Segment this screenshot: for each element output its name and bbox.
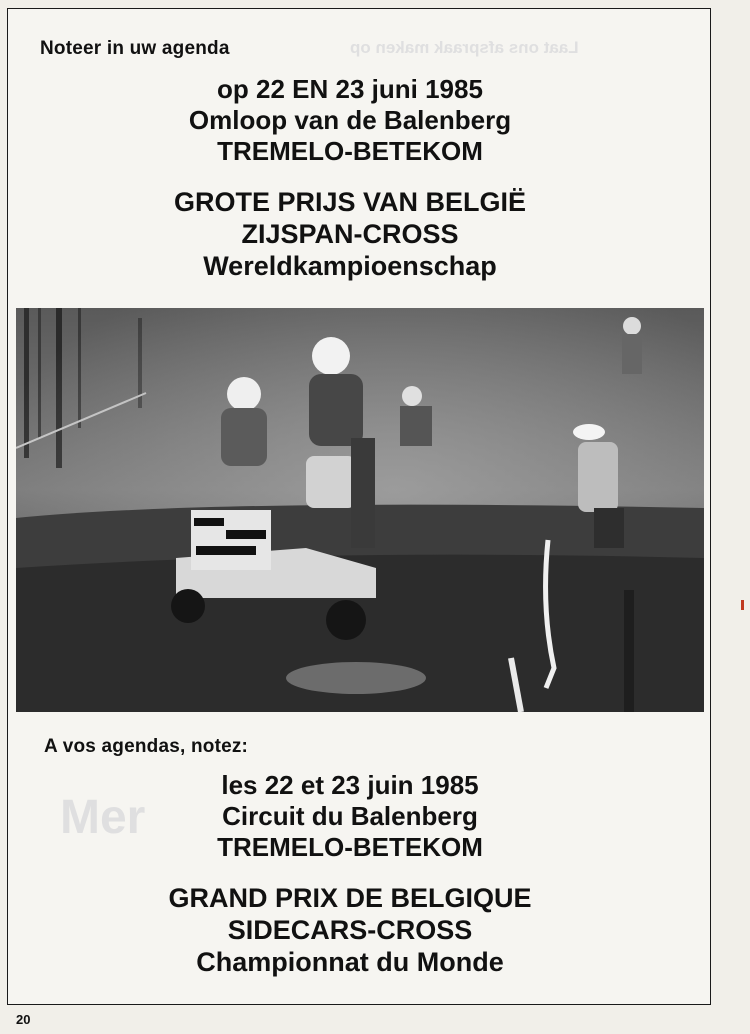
page-number: 20 — [16, 1012, 31, 1027]
french-title-line: GRAND PRIX DE BELGIQUE — [168, 883, 532, 913]
edge-mark — [741, 600, 744, 610]
french-championship-line: Championnat du Monde — [196, 947, 504, 977]
sidecar-race-illustration — [16, 308, 704, 712]
dutch-location-line: TREMELO-BETEKOM — [217, 136, 483, 166]
dutch-lead: Noteer in uw agenda — [40, 38, 230, 59]
french-lead: A vos agendas, notez: — [44, 736, 249, 757]
french-date-block — [0, 770, 700, 863]
dutch-date-block — [0, 74, 700, 167]
dutch-subtitle-line: ZIJSPAN-CROSS — [241, 219, 459, 249]
dutch-date-line: op 22 EN 23 juni 1985 — [217, 74, 483, 104]
french-location-line: TREMELO-BETEKOM — [217, 832, 483, 862]
dutch-title-line: GROTE PRIJS VAN BELGIË — [173, 187, 527, 217]
french-subtitle-line: SIDECARS-CROSS — [227, 915, 473, 945]
sidecar-race-photo — [16, 308, 704, 712]
dutch-championship-line: Wereldkampioenschap — [203, 251, 497, 281]
french-date-line: les 22 et 23 juin 1985 — [221, 770, 479, 800]
french-circuit-line: Circuit du Balenberg — [222, 801, 478, 831]
dutch-title-block — [0, 186, 700, 282]
french-title-block — [0, 882, 700, 978]
dutch-circuit-line: Omloop van de Balenberg — [188, 105, 512, 135]
